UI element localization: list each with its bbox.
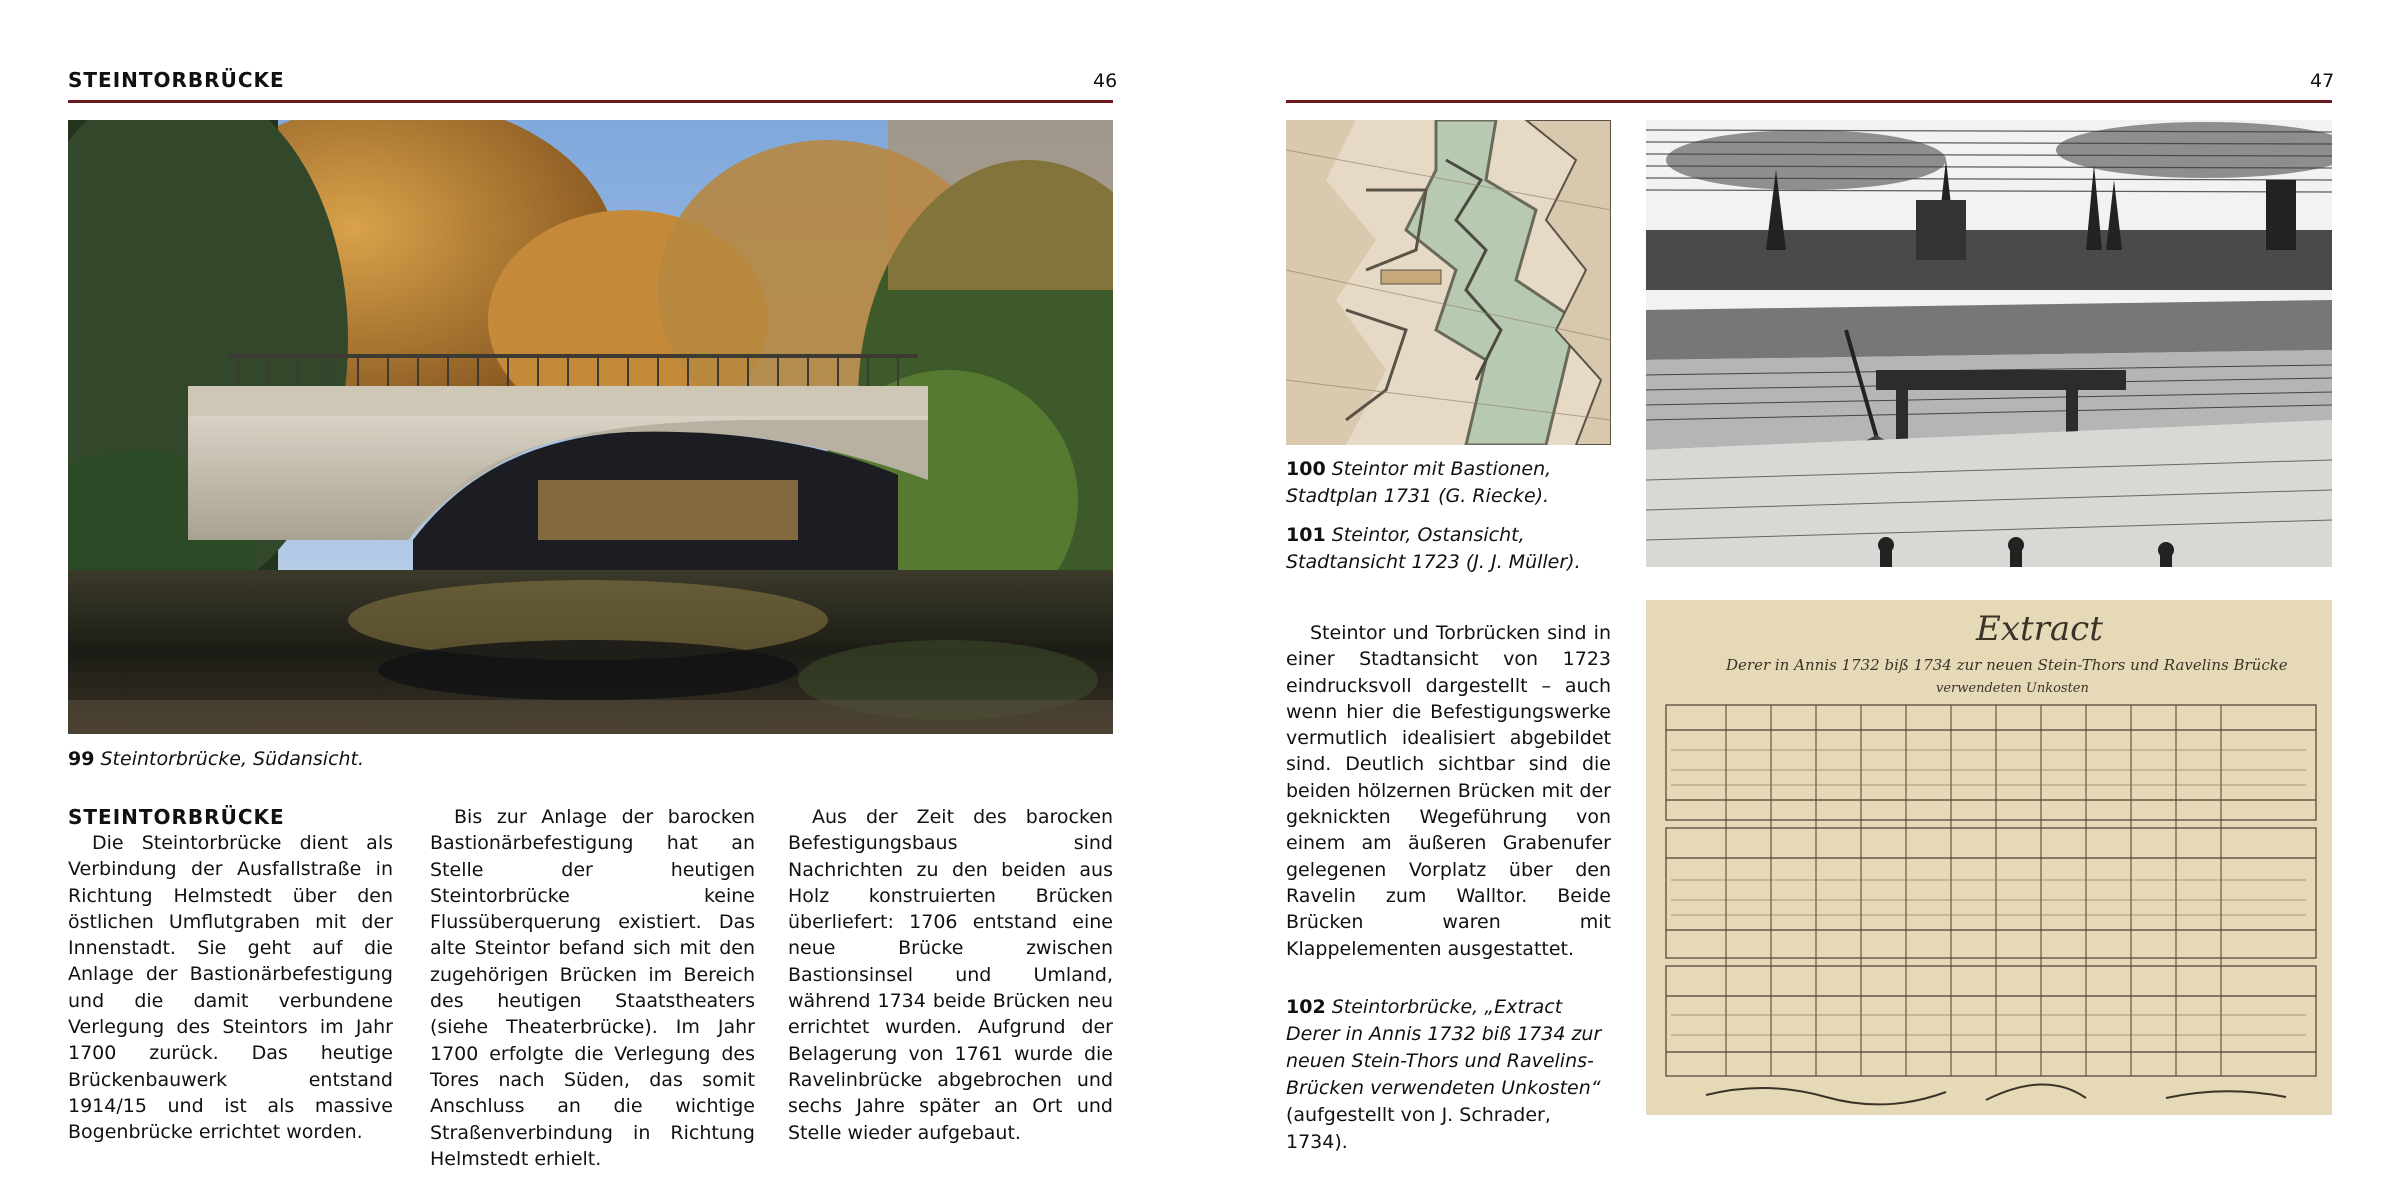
ledger-document xyxy=(1646,600,2332,1115)
text-column-2 xyxy=(430,804,755,1172)
header-rule xyxy=(68,100,1113,103)
figure-99-number: 99 xyxy=(68,748,95,770)
figure-100-caption xyxy=(1286,456,1611,510)
text-column-right xyxy=(1286,620,1611,962)
figure-102-number: 102 xyxy=(1286,996,1326,1018)
city-engraving xyxy=(1646,120,2332,567)
document-heading: Extract xyxy=(1976,609,2103,649)
figure-100-number: 100 xyxy=(1286,458,1326,480)
figure-99-caption-text: Steintorbrücke, Südansicht. xyxy=(100,748,365,770)
page-number-right: 47 xyxy=(2310,70,2335,92)
running-head: STEINTORBRÜCKE xyxy=(68,68,285,92)
figure-101-caption-text: Steintor, Ostansicht, Stadtansicht 1723 (J. J. Müller). xyxy=(1286,524,1581,573)
figure-102-caption-source: (aufgestellt von J. Schrader, 1734). xyxy=(1286,1104,1551,1153)
right-page xyxy=(1200,0,2400,1200)
fortification-map xyxy=(1286,120,1611,445)
figure-101-number: 101 xyxy=(1286,524,1326,546)
figure-100-caption-text: Steintor mit Bastionen, Stadtplan 1731 (G. Riecke). xyxy=(1286,458,1552,507)
document-title-line-1: Derer in Annis 1732 biß 1734 zur neuen Stein-Thors und Ravelins Brücke xyxy=(1726,656,2288,674)
paragraph-1: Die Steintorbrücke dient als Verbindung der Ausfallstraße in Richtung Helmstedt über den östlichen Umflutgraben mit der Innenstadt. Sie geht auf die Anlage der Bastionärbefestigung und die damit verbundene Verlegung des Steintors im Jahr 1700 zurück. Das heutige Brückenbauwerk entstand 1914/15 und ist als massive Bogenbrücke errichtet worden. xyxy=(68,832,393,1144)
figure-102-caption-text: Steintorbrücke, „Extract Derer in Annis 1732 biß 1734 zur neuen Stein-Thors und Ravelins-Brücken verwendeten Unkosten“ xyxy=(1286,996,1602,1099)
text-column-3 xyxy=(788,804,1113,1146)
paragraph-3: Aus der Zeit des barocken Befestigungsbaus sind Nachrichten zu den beiden aus Holz konstruierten Brücken überliefert: 1706 entstand eine neue Brücke zwischen Bastionsinsel und Umland, während 1734 beide Brücken neu errichtet wurden. Aufgrund der Belagerung von 1761 wurde die Ravelinbrücke abgebrochen und sechs Jahre später an Ort und Stelle wieder aufgebaut. xyxy=(788,806,1113,1144)
header-rule xyxy=(1286,100,2332,103)
section-heading: STEINTORBRÜCKE xyxy=(68,805,285,829)
bridge-photo xyxy=(68,120,1113,734)
text-column-1 xyxy=(68,804,393,1146)
figure-101-caption xyxy=(1286,522,1611,576)
paragraph-right: Steintor und Torbrücken sind in einer Stadtansicht von 1723 eindrucksvoll dargestellt – auch wenn hier die Befestigungswerke vermutlich idealisiert abgebildet sind. Deutlich sichtbar sind die beiden hölzernen Brücken mit der geknickten Wegeführung von einem am äußeren Grabenufer gelegenen Vorplatz über den Ravelin zum Walltor. Beide Brücken waren mit Klappelementen ausgestattet. xyxy=(1286,622,1611,960)
figure-99-caption xyxy=(68,746,1113,773)
document-title-line-2: verwendeten Unkosten xyxy=(1936,681,2089,696)
page-number-left: 46 xyxy=(1093,70,1118,92)
paragraph-2: Bis zur Anlage der barocken Bastionärbefestigung hat an Stelle der heutigen Steintorbrücke keine Flussüberquerung existiert. Das alte Steintor befand sich mit den zugehörigen Brücken im Bereich des heutigen Staatstheaters (siehe Theaterbrücke). Im Jahr 1700 erfolgte die Verlegung des Tores nach Süden, das somit Anschluss an die wichtige Straßenverbindung in Richtung Helmstedt erhielt. xyxy=(430,806,755,1170)
figure-102-caption xyxy=(1286,994,1611,1156)
